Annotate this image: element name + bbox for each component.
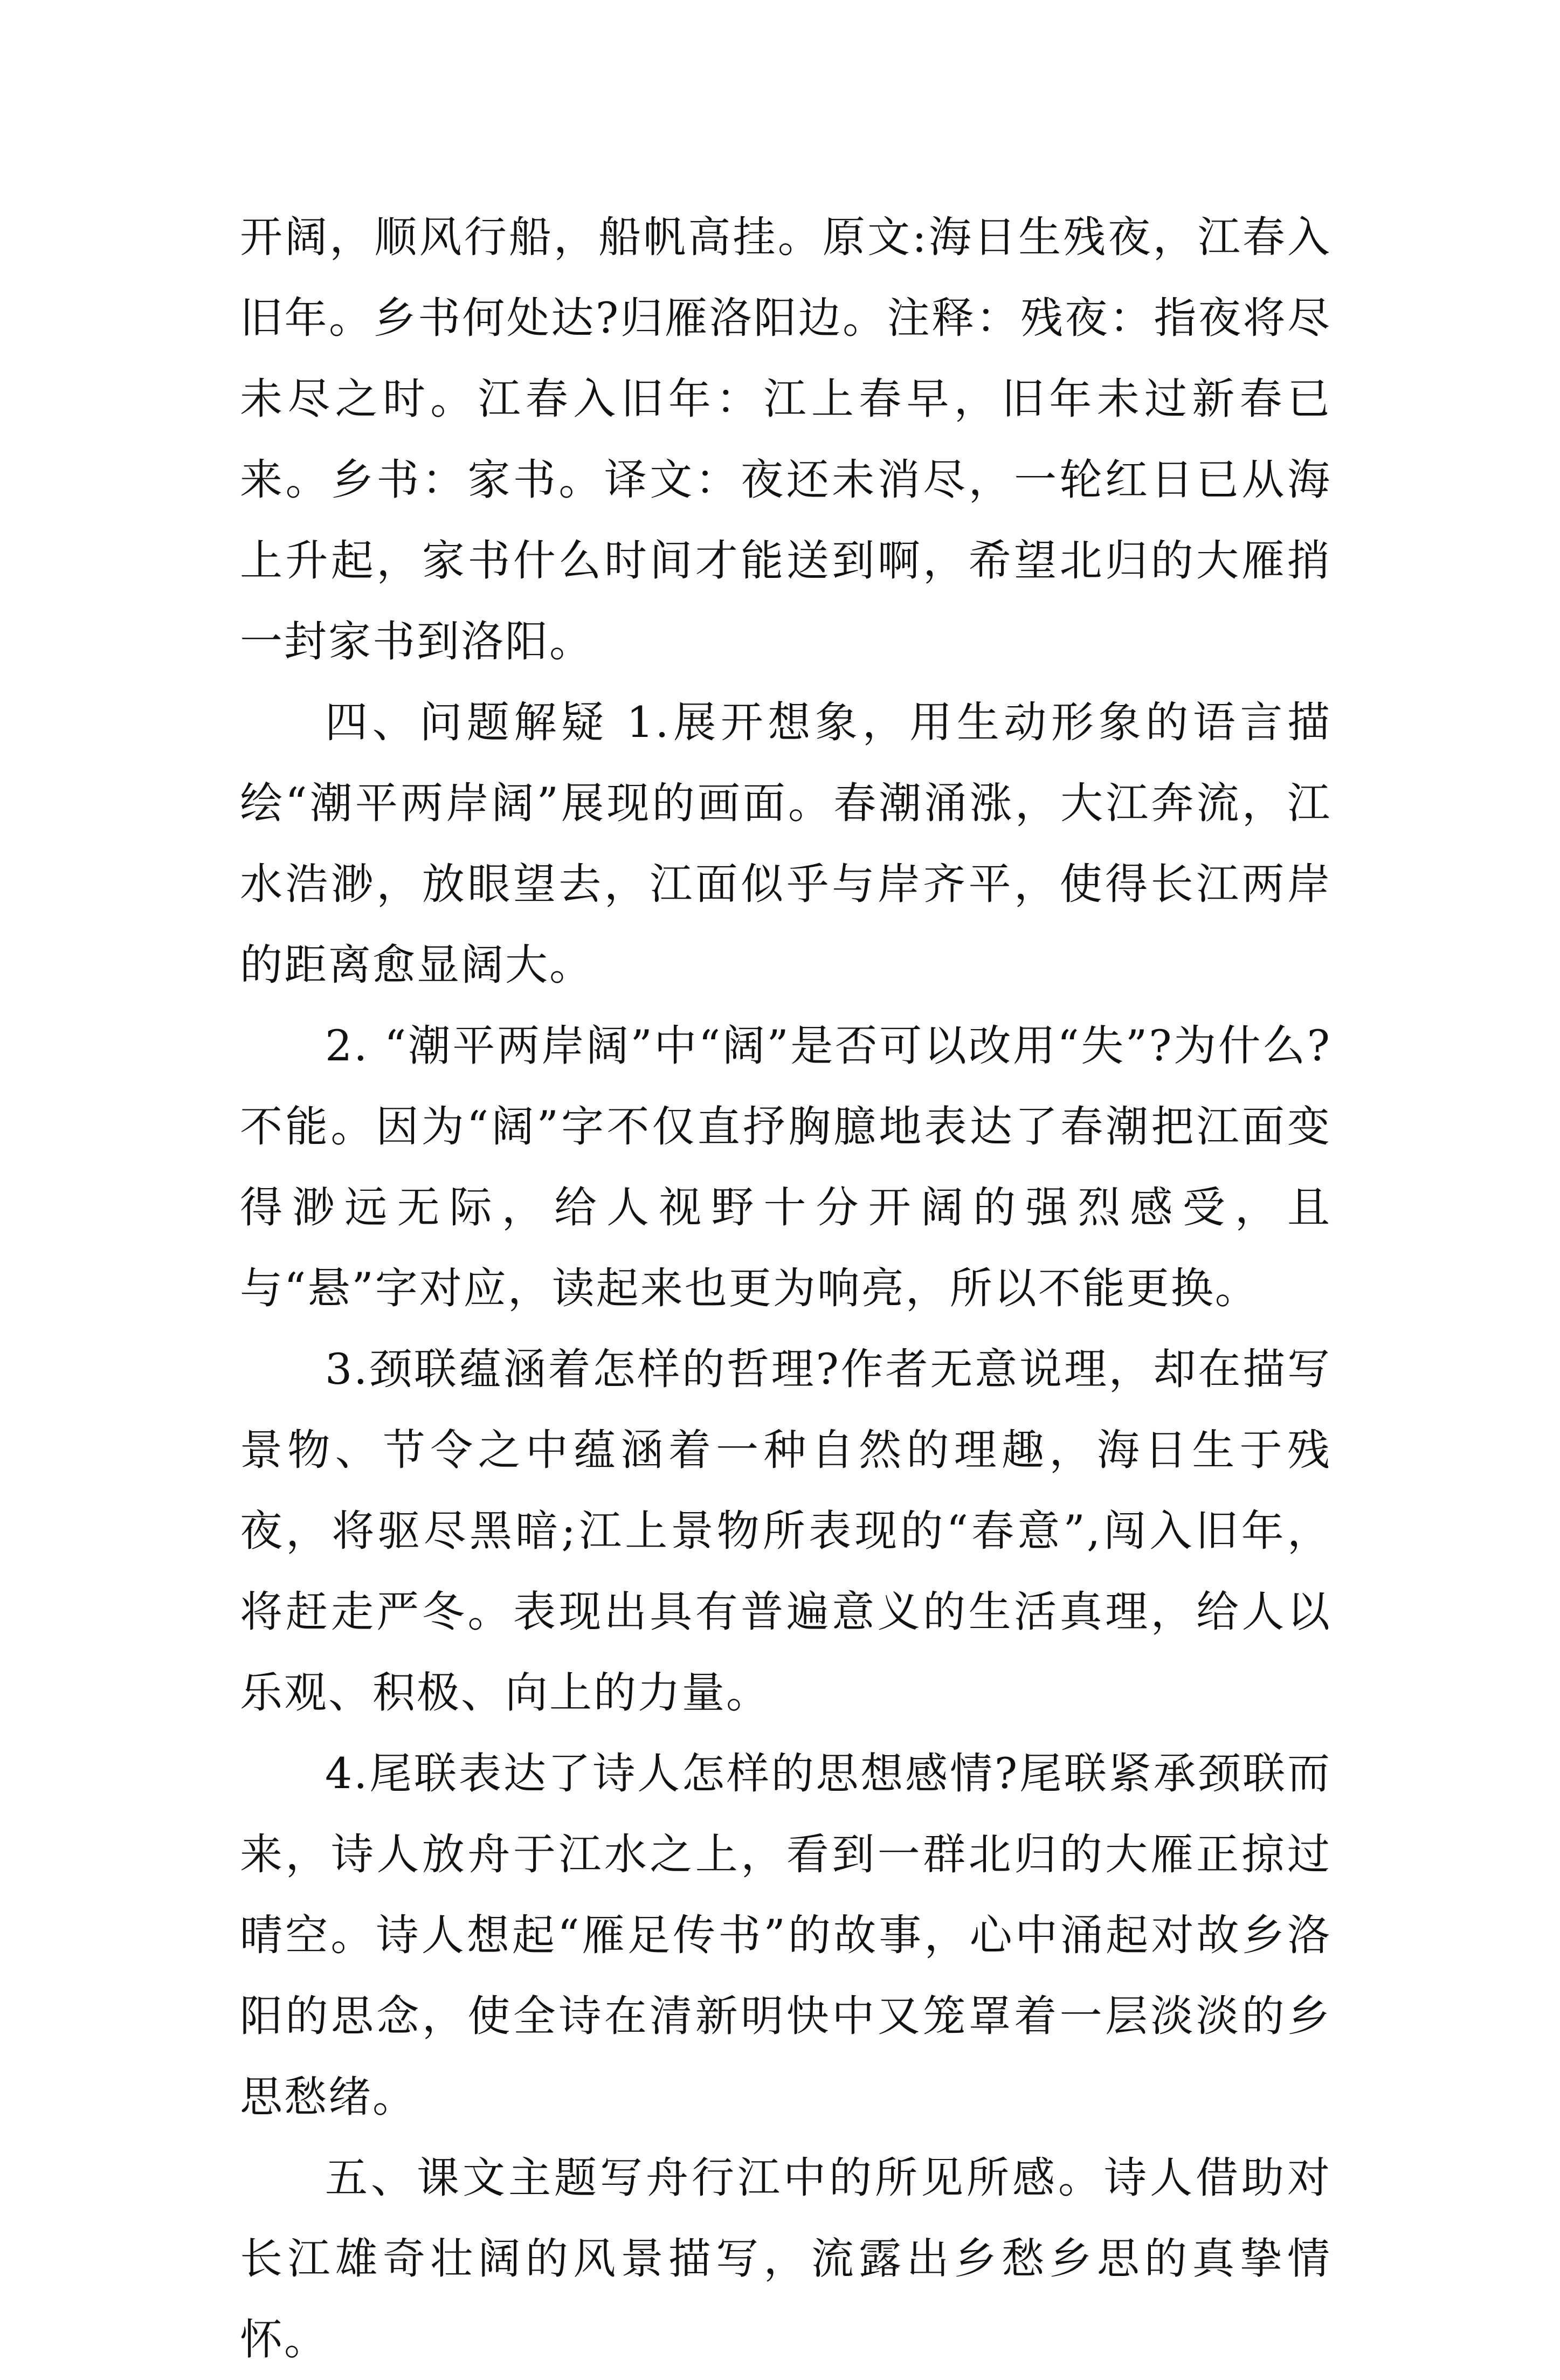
paragraph-continuation: 开阔，顺风行船，船帆高挂。原文:海日生残夜，江春入旧年。乡书何处达?归雁洛阳边。注释：残夜：指夜将尽未尽之时。江春入旧年：江上春早，旧年未过新春已来。乡书：家书。译文：夜还未消尽，一轮红日已从海上升起，家书什么时间才能送到啊，希望北归的大雁捎一封家书到洛阳。 — [240, 212, 1331, 666]
paragraph-question-two: 2. “潮平两岸阔”中“阔”是否可以改用“失”?为什么?不能。因为“阔”字不仅直抒胸臆地表达了春潮把江面变得渺远无际，给人视野十分开阔的强烈感受，且与“悬”字对应，读起来也更为响亮，所以不能更换。 — [240, 1021, 1331, 1313]
paragraph-section-four: 四、问题解疑 1.展开想象，用生动形象的语言描绘“潮平两岸阔”展现的画面。春潮涌涨，大江奔流，江水浩渺，放眼望去，江面似乎与岸齐平，使得长江两岸的距离愈显阔大。 — [240, 698, 1331, 990]
paragraph-question-three: 3.颈联蕴涵着怎样的哲理?作者无意说理，却在描写景物、节令之中蕴涵着一种自然的理趣，海日生于残夜，将驱尽黑暗;江上景物所表现的“春意”,闯入旧年，将赶走严冬。表现出具有普遍意义的生活真理，给人以乐观、积极、向上的力量。 — [240, 1344, 1331, 1717]
paragraph-question-four: 4.尾联表达了诗人怎样的思想感情?尾联紧承颈联而来，诗人放舟于江水之上，看到一群北归的大雁正掠过晴空。诗人想起“雁足传书”的故事，心中涌起对故乡洛阳的思念，使全诗在清新明快中又笼罩着一层淡淡的乡思愁绪。 — [240, 1749, 1331, 2122]
document-body — [240, 197, 1331, 2380]
paragraph-section-five: 五、课文主题写舟行江中的所见所感。诗人借助对长江雄奇壮阔的风景描写，流露出乡愁乡思的真挚情怀。 — [240, 2153, 1331, 2364]
